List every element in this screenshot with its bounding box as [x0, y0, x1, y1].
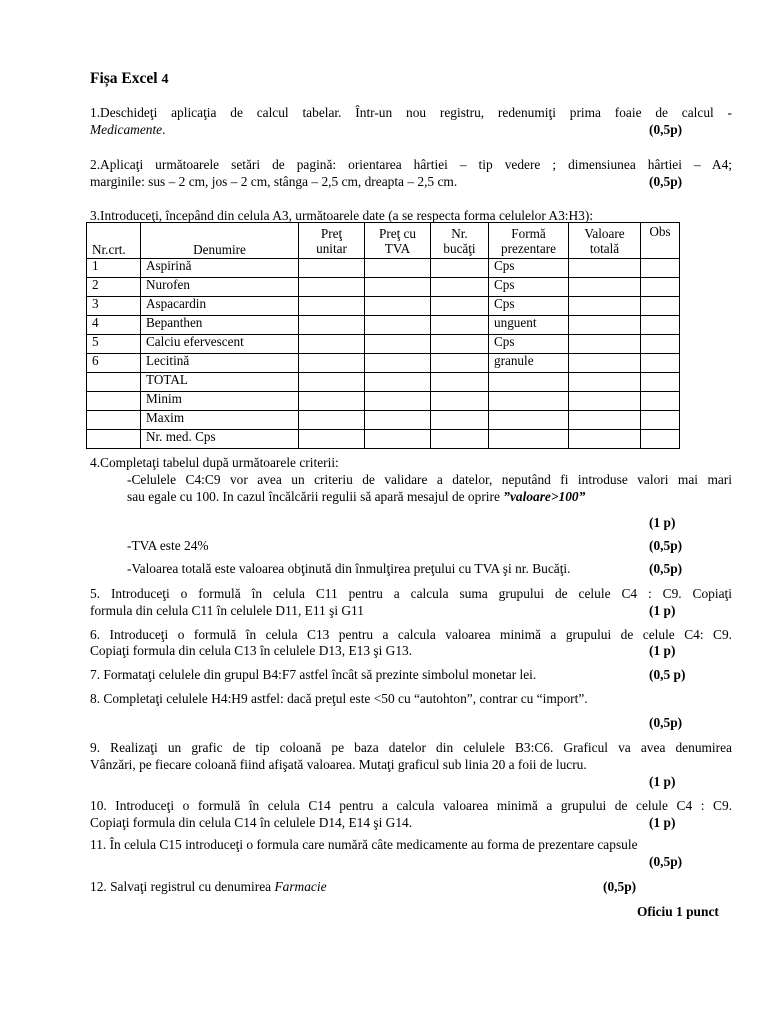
- table-row: [87, 259, 680, 278]
- item-1-points: (0,5p): [649, 122, 683, 137]
- item-6-line-2: Copiaţi formula din celula C13 în celulele D13, E13 şi G13.: [90, 643, 413, 658]
- cell-valoare: [569, 259, 641, 278]
- table-row: [87, 335, 680, 354]
- cell-valoare: [569, 373, 641, 392]
- cell-obs: [641, 335, 680, 354]
- cell-nr: 1: [87, 259, 141, 278]
- cell-forma: [489, 392, 569, 411]
- title-text: Fișa Excel: [90, 70, 158, 87]
- item-9-points: (1 p): [649, 774, 676, 789]
- cell-name: Nr. med. Cps: [141, 430, 299, 449]
- item-7-line-1: 7. Formataţi celulele din grupul B4:F7 astfel încât să prezinte simbolul monetar lei.: [90, 667, 537, 682]
- item-5-line-1: 5. Introduceţi o formulă în celula C11 pentru a calcula suma grupului de celule C4 : C9. Copiaţi: [90, 586, 732, 601]
- page-title: [90, 70, 168, 88]
- oficiu-points: Oficiu 1 punct: [637, 904, 719, 919]
- cell-pret-tva: [365, 316, 431, 335]
- cell-nr-bucati: [431, 354, 489, 373]
- cell-pret-unitar: [299, 335, 365, 354]
- cell-pret-unitar: [299, 373, 365, 392]
- cell-nr-bucati: [431, 430, 489, 449]
- item-1-sheet-name: Medicamente: [90, 122, 163, 137]
- item-8-line-1: 8. Completaţi celulele H4:H9 astfel: dacă preţul este <50 cu “autohton”, contrar cu “import”.: [90, 691, 588, 706]
- cell-forma: unguent: [489, 316, 569, 335]
- item-4-stop-message: ”valoare>100”: [503, 489, 586, 504]
- table-header-row: [87, 223, 680, 259]
- title-number: 4: [161, 72, 169, 87]
- cell-forma: Cps: [489, 278, 569, 297]
- cell-forma: Cps: [489, 297, 569, 316]
- item-2-points: (0,5p): [649, 174, 683, 189]
- item-1-dot: .: [162, 122, 166, 137]
- cell-nr: 6: [87, 354, 141, 373]
- cell-obs: [641, 392, 680, 411]
- item-1-line-1: 1.Deschideţi aplicaţia de calcul tabelar. Într-un nou registru, redenumiţi prima foaie de calcul -: [90, 105, 732, 120]
- cell-pret-tva: [365, 392, 431, 411]
- item-12-text: 12. Salvaţi registrul cu denumirea: [90, 879, 272, 894]
- medicine-table: [86, 222, 680, 449]
- cell-pret-unitar: [299, 411, 365, 430]
- cell-obs: [641, 316, 680, 335]
- cell-name: TOTAL: [141, 373, 299, 392]
- table-row: [87, 411, 680, 430]
- item-10-points: (1 p): [649, 815, 676, 830]
- table-row: [87, 316, 680, 335]
- cell-pret-tva: [365, 354, 431, 373]
- table-row: [87, 430, 680, 449]
- cell-valoare: [569, 411, 641, 430]
- cell-obs: [641, 278, 680, 297]
- item-11-points: (0,5p): [649, 854, 683, 869]
- cell-nr: [87, 411, 141, 430]
- cell-pret-unitar: [299, 430, 365, 449]
- cell-nr-bucati: [431, 316, 489, 335]
- cell-pret-unitar: [299, 259, 365, 278]
- cell-pret-tva: [365, 335, 431, 354]
- cell-nr-bucati: [431, 259, 489, 278]
- cell-pret-unitar: [299, 278, 365, 297]
- item-9-line-2: Vânzări, pe fiecare coloană fiind afişată valoarea. Mutaţi graficul sub linia 20 a foii de lucru.: [90, 757, 587, 772]
- item-12-points: (0,5p): [603, 879, 637, 894]
- cell-name: Nurofen: [141, 278, 299, 297]
- item-7-points: (0,5 p): [649, 667, 686, 682]
- cell-name: Aspirină: [141, 259, 299, 278]
- cell-valoare: [569, 392, 641, 411]
- item-4-bullet-3-points: (0,5p): [649, 561, 683, 576]
- cell-name: Lecitină: [141, 354, 299, 373]
- table-row: [87, 392, 680, 411]
- item-4-bullet-2: -TVA este 24%: [127, 538, 209, 553]
- header-pret-tva: Preţ cu TVA: [365, 223, 431, 259]
- cell-name: Aspacardin: [141, 297, 299, 316]
- item-2-line-2: marginile: sus – 2 cm, jos – 2 cm, stânga – 2,5 cm, dreapta – 2,5 cm.: [90, 174, 458, 189]
- header-pret-unitar: Preţ unitar: [299, 223, 365, 259]
- cell-valoare: [569, 278, 641, 297]
- cell-name: Calciu efervescent: [141, 335, 299, 354]
- item-11-line-1: 11. În celula C15 introduceţi o formula care numără câte medicamente au forma de prezentare capsule: [90, 837, 638, 852]
- item-12-file-name: Farmacie: [274, 879, 327, 894]
- cell-forma: granule: [489, 354, 569, 373]
- cell-nr-bucati: [431, 411, 489, 430]
- cell-valoare: [569, 335, 641, 354]
- item-4-bullet-2-points: (0,5p): [649, 538, 683, 553]
- cell-nr-bucati: [431, 278, 489, 297]
- header-obs: Obs: [641, 223, 680, 259]
- cell-name: Maxim: [141, 411, 299, 430]
- item-6-points: (1 p): [649, 643, 676, 658]
- item-2-line-1: 2.Aplicaţi următoarele setări de pagină: orientarea hârtiei – tip vedere ; dimensiunea hârtiei – A4;: [90, 157, 732, 172]
- cell-nr: 2: [87, 278, 141, 297]
- cell-name: Bepanthen: [141, 316, 299, 335]
- cell-obs: [641, 297, 680, 316]
- cell-forma: Cps: [489, 335, 569, 354]
- cell-nr: 4: [87, 316, 141, 335]
- item-6-line-1: 6. Introduceţi o formulă în celula C13 pentru a calcula valoarea minimă a grupului de celule C4: C9.: [90, 627, 732, 642]
- cell-pret-unitar: [299, 316, 365, 335]
- header-valoare-totala: Valoare totală: [569, 223, 641, 259]
- cell-forma: [489, 373, 569, 392]
- header-forma-prezentare: Formă prezentare: [489, 223, 569, 259]
- cell-pret-unitar: [299, 354, 365, 373]
- cell-forma: Cps: [489, 259, 569, 278]
- table-row: [87, 354, 680, 373]
- cell-nr: [87, 430, 141, 449]
- cell-valoare: [569, 430, 641, 449]
- cell-forma: [489, 411, 569, 430]
- cell-pret-unitar: [299, 297, 365, 316]
- item-4-bullet-1-line-2: [127, 489, 768, 505]
- item-8-points: (0,5p): [649, 715, 683, 730]
- cell-nr: [87, 373, 141, 392]
- cell-nr-bucati: [431, 335, 489, 354]
- cell-valoare: [569, 354, 641, 373]
- table-row: [87, 297, 680, 316]
- item-4-bullet-1-line-1: -Celulele C4:C9 vor avea un criteriu de validare a datelor, neputând fi introduse valori mai mari: [127, 472, 732, 487]
- cell-pret-tva: [365, 430, 431, 449]
- cell-nr: [87, 392, 141, 411]
- table-row: [87, 278, 680, 297]
- item-5-points: (1 p): [649, 603, 676, 618]
- cell-nr: 3: [87, 297, 141, 316]
- item-10-line-2: Copiaţi formula din celula C14 în celulele D14, E14 şi G14.: [90, 815, 413, 830]
- cell-obs: [641, 373, 680, 392]
- cell-pret-tva: [365, 278, 431, 297]
- cell-nr-bucati: [431, 297, 489, 316]
- item-1-line-2: [90, 122, 732, 138]
- cell-pret-tva: [365, 259, 431, 278]
- cell-name: Minim: [141, 392, 299, 411]
- header-nr-bucati: Nr. bucăţi: [431, 223, 489, 259]
- cell-pret-tva: [365, 411, 431, 430]
- table-row: [87, 373, 680, 392]
- cell-pret-tva: [365, 373, 431, 392]
- cell-obs: [641, 411, 680, 430]
- cell-obs: [641, 430, 680, 449]
- cell-pret-unitar: [299, 392, 365, 411]
- cell-nr: 5: [87, 335, 141, 354]
- item-4-bullet-1-text: sau egale cu 100. In cazul încălcării regulii să apară mesajul de oprire: [127, 489, 500, 504]
- cell-valoare: [569, 316, 641, 335]
- cell-nr-bucati: [431, 392, 489, 411]
- cell-forma: [489, 430, 569, 449]
- item-4-bullet-3: -Valoarea totală este valoarea obţinută din înmulţirea preţului cu TVA şi nr. Bucăţi.: [127, 561, 571, 576]
- item-4-line-1: 4.Completaţi tabelul după următoarele criterii:: [90, 455, 339, 470]
- item-9-line-1: 9. Realizaţi un grafic de tip coloană pe baza datelor din celulele B3:C6. Graficul va avea denumirea: [90, 740, 732, 755]
- cell-obs: [641, 354, 680, 373]
- cell-nr-bucati: [431, 373, 489, 392]
- item-4-bullet-1-points: (1 p): [649, 515, 676, 530]
- item-5-line-2: formula din celula C11 în celulele D11, E11 şi G11: [90, 603, 364, 618]
- header-denumire: Denumire: [141, 223, 299, 259]
- header-nr-crt: Nr.crt.: [87, 223, 141, 259]
- cell-valoare: [569, 297, 641, 316]
- cell-obs: [641, 259, 680, 278]
- item-10-line-1: 10. Introduceţi o formulă în celula C14 pentru a calcula valoarea minimă a grupului de celule C4 : C9.: [90, 798, 732, 813]
- item-3-line-1: 3.Introduceţi, începând din celula A3, următoarele date (a se respecta forma celulelor A3:H3):: [90, 208, 594, 223]
- cell-pret-tva: [365, 297, 431, 316]
